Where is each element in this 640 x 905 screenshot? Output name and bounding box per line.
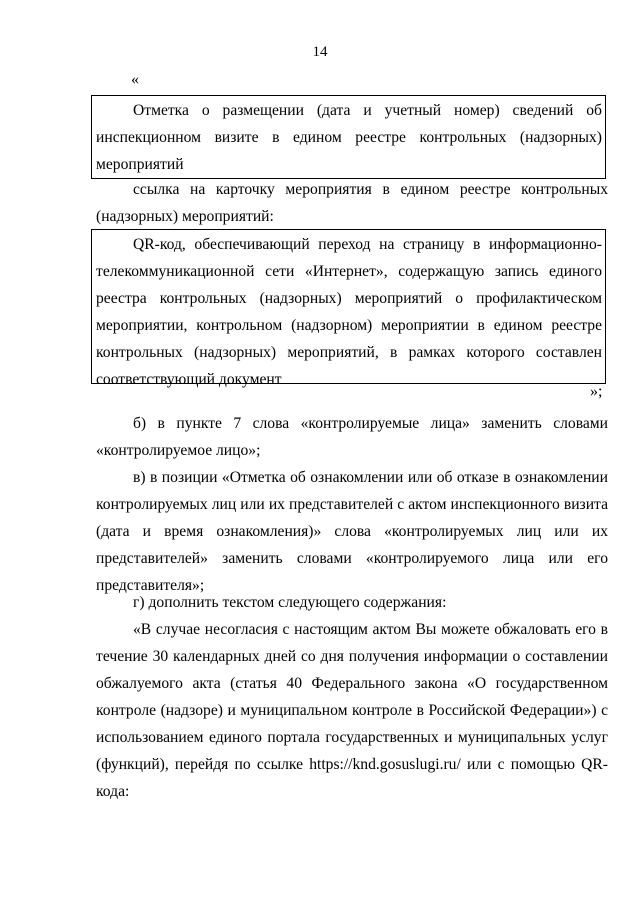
amendment-paragraph-b-text: б) в пункте 7 слова «контролируемые лица» заменить словами «контролируемое лицо»; bbox=[96, 415, 608, 459]
opening-quote-mark: « bbox=[131, 71, 139, 88]
registry-card-link-paragraph bbox=[96, 176, 608, 230]
amendment-paragraph-g bbox=[96, 589, 608, 616]
qr-code-description-cell bbox=[91, 229, 606, 388]
inspection-visit-registry-mark-cell bbox=[91, 95, 606, 179]
appeal-notice-paragraph bbox=[96, 616, 608, 805]
qr-code-description-text: QR-код, обеспечивающий переход на страницу в информационно-телекоммуникационной сети «Интернет», содержащую запись единого реестра контрольных (надзорных) мероприятий о профилактическом мероприятии, контрольном (надзорном) мероприятии в едином реестре контрольных (надзорных) мероприятий, в рамках которого составлен соответствующий документ bbox=[96, 236, 602, 388]
amendment-paragraph-g-text: г) дополнить текстом следующего содержания: bbox=[133, 594, 447, 611]
closing-quote-mark: »; bbox=[590, 383, 603, 400]
appeal-notice-text: «В случае несогласия с настоящим актом Вы можете обжаловать его в течение 30 календарных дней со дня получения информации о составлении обжалуемого акта (статья 40 Федерального закона «О государственном контроле (надзоре) и муниципальном контроле в Российской Федерации») с использованием единого портала государственных и муниципальных услуг (функций), перейдя по ссылке https://knd.gosuslugi.ru/ или с помощью QR-кода: bbox=[96, 621, 608, 800]
amendment-paragraph-v-text: в) в позиции «Отметка об ознакомлении или об отказе в ознакомлении контролируемых лиц или их представителей с актом инспекционного визита (дата и время ознакомления)» слова «контролируемых лиц или их представителей» заменить словами «контролируемого лица или его представителя»; bbox=[96, 469, 608, 594]
registry-card-link-text: ссылка на карточку мероприятия в едином реестре контрольных (надзорных) мероприятий: bbox=[96, 181, 608, 225]
page-number: 14 bbox=[312, 44, 328, 60]
amendment-paragraph-v bbox=[96, 464, 608, 599]
inspection-visit-registry-mark-text: Отметка о размещении (дата и учетный номер) сведений об инспекционном визите в едином реестре контрольных (надзорных) мероприятий bbox=[96, 102, 602, 173]
amendment-paragraph-b bbox=[96, 410, 608, 464]
